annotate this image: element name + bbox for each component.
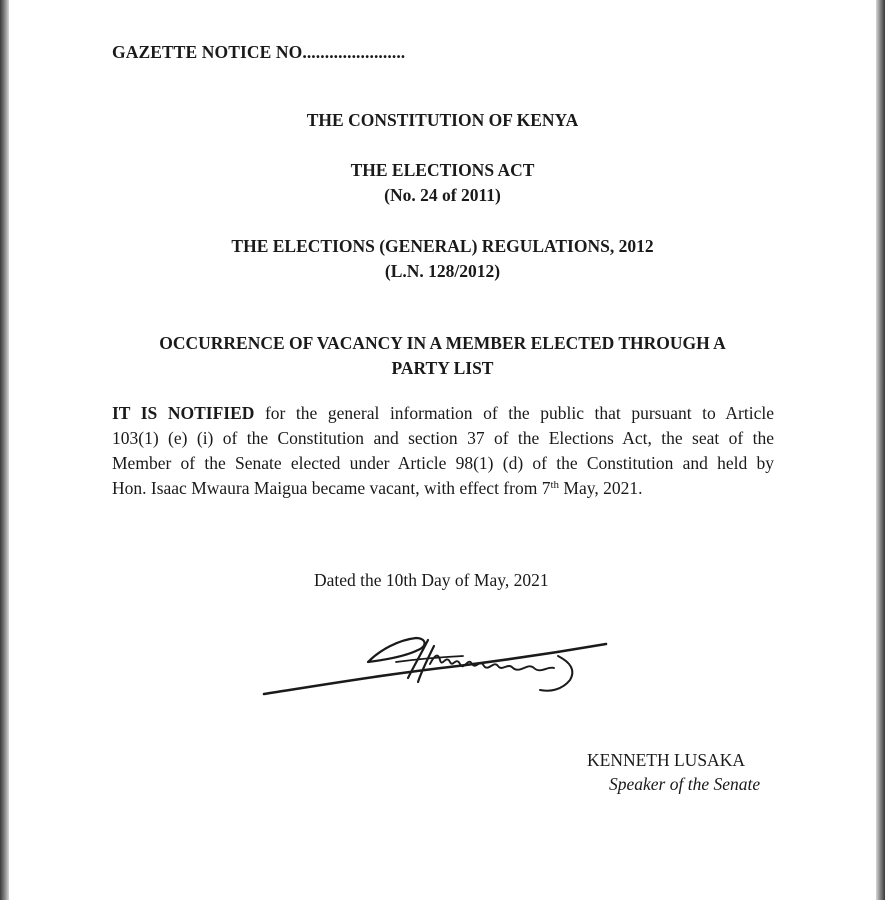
heading-regulations: THE ELECTIONS (GENERAL) REGULATIONS, 2012 [231,236,654,256]
ordinal-suffix: th [550,479,560,491]
body-line-3: Member of the Senate elected under Article 98(1) (d) of the Constitution and held by [112,453,774,473]
heading-constitution: THE CONSTITUTION OF KENYA [306,110,579,130]
page-edge-left [0,0,9,900]
signatory-name: KENNETH LUSAKA [587,750,745,770]
body-lead: IT IS NOTIFIED [112,403,255,423]
body-line-4-end: May, 2021. [559,478,643,498]
signatory-title: Speaker of the Senate [609,774,761,794]
body-line-4 [112,476,774,501]
body-line-2: 103(1) (e) (i) of the Constitution and section 37 of the Elections Act, the seat of the [112,428,774,448]
handwritten-signature [258,632,618,704]
body-line-1-text: for the general information of the public that pursuant to Article [254,403,774,423]
notice-subject-line-2: PARTY LIST [391,358,494,378]
heading-act-number: (No. 24 of 2011) [384,185,501,205]
page-edge-right [876,0,885,900]
body-line-4-text: Hon. Isaac Mwaura Maigua became vacant, with effect from 7 [112,478,551,498]
notice-subject-line-1: OCCURRENCE OF VACANCY IN A MEMBER ELECTED THROUGH A [159,333,726,353]
gazette-notice-number: GAZETTE NOTICE NO....................... [112,42,406,62]
heading-regulations-number: (L.N. 128/2012) [384,261,501,281]
heading-elections-act: THE ELECTIONS ACT [350,160,535,180]
body-line-1 [112,401,774,426]
dated-line: Dated the 10th Day of May, 2021 [314,570,549,590]
